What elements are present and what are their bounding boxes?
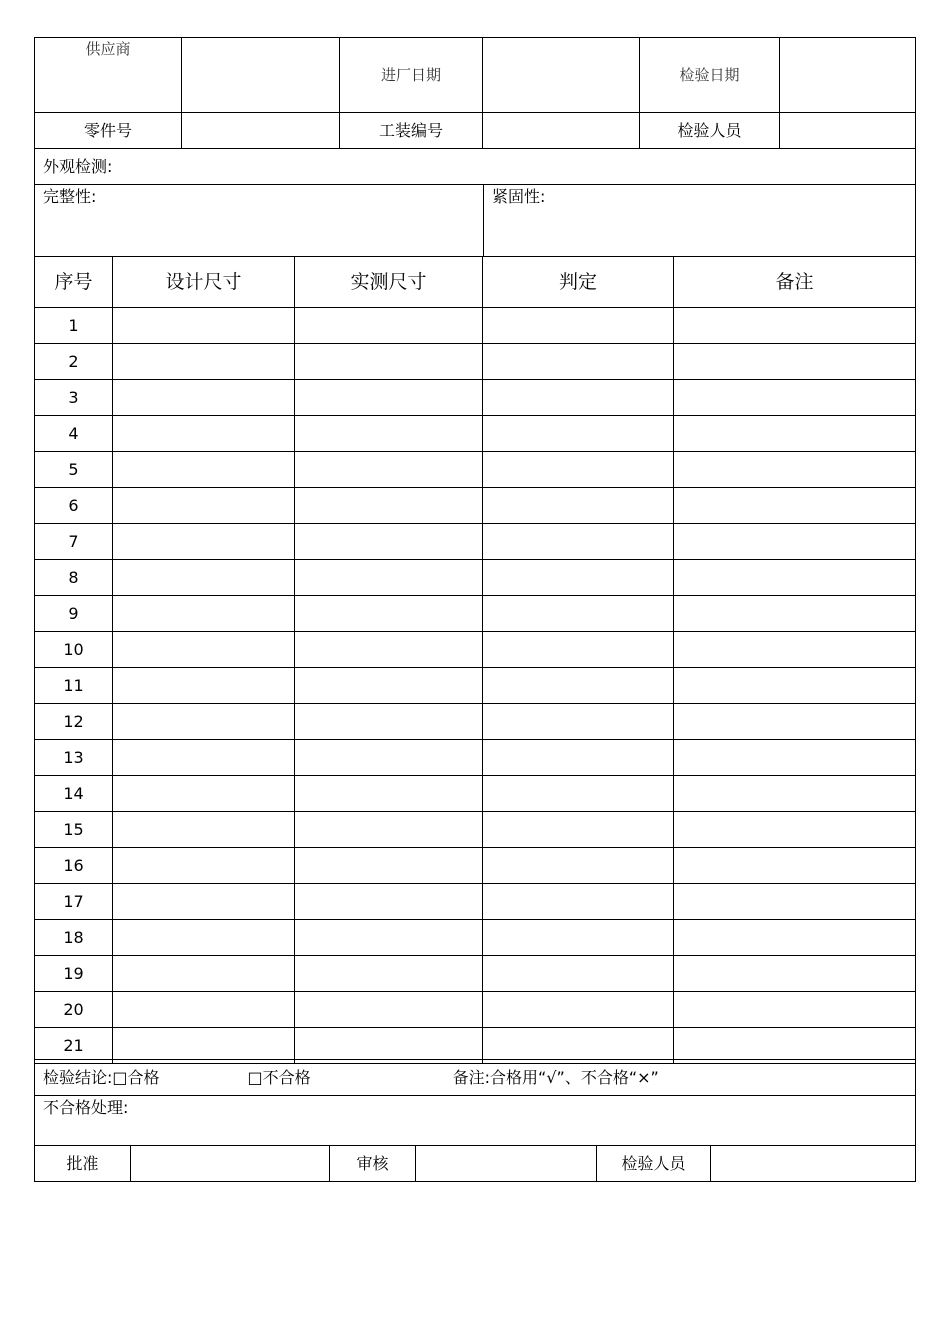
- judgement-cell[interactable]: [483, 488, 674, 524]
- judgement-cell[interactable]: [483, 704, 674, 740]
- remarks-cell[interactable]: [674, 884, 916, 920]
- column-header-judgement: 判定: [483, 257, 674, 308]
- table-row: [35, 560, 916, 596]
- appearance-label: 外观检测:: [35, 149, 916, 185]
- remarks-cell[interactable]: [674, 776, 916, 812]
- design-size-cell[interactable]: [113, 884, 295, 920]
- remarks-cell[interactable]: [674, 380, 916, 416]
- judgement-cell[interactable]: [483, 668, 674, 704]
- measured-size-cell[interactable]: [295, 452, 483, 488]
- remarks-cell[interactable]: [674, 452, 916, 488]
- measured-size-cell[interactable]: [295, 380, 483, 416]
- row-index: 5: [35, 452, 113, 488]
- column-header-index: 序号: [35, 257, 113, 308]
- row-index: 4: [35, 416, 113, 452]
- table-row: [35, 380, 916, 416]
- judgement-cell[interactable]: [483, 920, 674, 956]
- table-row: [35, 920, 916, 956]
- fastness-field[interactable]: 紧固性:: [484, 185, 916, 257]
- judgement-cell[interactable]: [483, 812, 674, 848]
- conclusion-label: 检验结论:: [43, 1067, 113, 1087]
- row-index: 16: [35, 848, 113, 884]
- measured-size-cell[interactable]: [295, 632, 483, 668]
- row-index: 17: [35, 884, 113, 920]
- measured-size-cell[interactable]: [295, 848, 483, 884]
- judgement-cell[interactable]: [483, 632, 674, 668]
- design-size-cell[interactable]: [113, 380, 295, 416]
- design-size-cell[interactable]: [113, 524, 295, 560]
- measurement-table: [34, 256, 916, 1064]
- table-row: [35, 308, 916, 344]
- table-row: [35, 740, 916, 776]
- remarks-cell[interactable]: [674, 524, 916, 560]
- design-size-cell[interactable]: [113, 668, 295, 704]
- remarks-cell[interactable]: [674, 668, 916, 704]
- inspection-date-field[interactable]: [780, 38, 916, 113]
- remarks-cell[interactable]: [674, 488, 916, 524]
- row-index: 1: [35, 308, 113, 344]
- review-label: 审核: [330, 1146, 416, 1182]
- fixture-no-field[interactable]: [483, 113, 640, 149]
- row-index: 11: [35, 668, 113, 704]
- row-index: 18: [35, 920, 113, 956]
- signoff-inspector-field[interactable]: [711, 1146, 916, 1182]
- row-index: 7: [35, 524, 113, 560]
- pass-checkbox[interactable]: □合格: [112, 1067, 160, 1087]
- table-row: [35, 992, 916, 1028]
- judgement-cell[interactable]: [483, 992, 674, 1028]
- measured-size-cell[interactable]: [295, 884, 483, 920]
- measured-size-cell[interactable]: [295, 488, 483, 524]
- measured-size-cell[interactable]: [295, 308, 483, 344]
- nonconforming-field[interactable]: 不合格处理:: [35, 1096, 916, 1146]
- supplier-field[interactable]: [182, 38, 340, 113]
- measured-size-cell[interactable]: [295, 704, 483, 740]
- measured-size-cell[interactable]: [295, 992, 483, 1028]
- judgement-cell[interactable]: [483, 416, 674, 452]
- design-size-cell[interactable]: [113, 704, 295, 740]
- table-row: [35, 668, 916, 704]
- design-size-cell[interactable]: [113, 344, 295, 380]
- judgement-cell[interactable]: [483, 740, 674, 776]
- row-index: 13: [35, 740, 113, 776]
- judgement-cell[interactable]: [483, 596, 674, 632]
- remarks-cell[interactable]: [674, 704, 916, 740]
- measurement-header-row: [35, 257, 916, 308]
- column-header-design-size: 设计尺寸: [113, 257, 295, 308]
- design-size-cell[interactable]: [113, 812, 295, 848]
- table-row: [35, 344, 916, 380]
- table-row: [35, 596, 916, 632]
- review-field[interactable]: [416, 1146, 597, 1182]
- table-row: [35, 452, 916, 488]
- measured-size-cell[interactable]: [295, 524, 483, 560]
- measured-size-cell[interactable]: [295, 344, 483, 380]
- table-row: [35, 776, 916, 812]
- design-size-cell[interactable]: [113, 740, 295, 776]
- design-size-cell[interactable]: [113, 956, 295, 992]
- row-index: 8: [35, 560, 113, 596]
- judgement-cell[interactable]: [483, 344, 674, 380]
- judgement-cell[interactable]: [483, 884, 674, 920]
- measured-size-cell[interactable]: [295, 776, 483, 812]
- design-size-cell[interactable]: [113, 920, 295, 956]
- row-index: 19: [35, 956, 113, 992]
- measured-size-cell[interactable]: [295, 920, 483, 956]
- design-size-cell[interactable]: [113, 308, 295, 344]
- fail-checkbox[interactable]: □不合格: [247, 1067, 311, 1087]
- approve-field[interactable]: [131, 1146, 330, 1182]
- row-index: 6: [35, 488, 113, 524]
- remarks-cell[interactable]: [674, 632, 916, 668]
- remarks-cell[interactable]: [674, 308, 916, 344]
- row-index: 9: [35, 596, 113, 632]
- inspector-label: 检验人员: [640, 113, 780, 149]
- measured-size-cell[interactable]: [295, 668, 483, 704]
- table-row: [35, 812, 916, 848]
- judgement-cell[interactable]: [483, 956, 674, 992]
- column-header-measured-size: 实测尺寸: [295, 257, 483, 308]
- table-row: [35, 704, 916, 740]
- row-index: 20: [35, 992, 113, 1028]
- arrival-date-field[interactable]: [483, 38, 640, 113]
- remarks-cell[interactable]: [674, 344, 916, 380]
- design-size-cell[interactable]: [113, 596, 295, 632]
- design-size-cell[interactable]: [113, 416, 295, 452]
- row-index: 10: [35, 632, 113, 668]
- design-size-cell[interactable]: [113, 992, 295, 1028]
- measured-size-cell[interactable]: [295, 416, 483, 452]
- remarks-cell[interactable]: [674, 812, 916, 848]
- remarks-cell[interactable]: [674, 920, 916, 956]
- conclusion-table: [34, 1059, 916, 1146]
- judgement-cell[interactable]: [483, 560, 674, 596]
- signoff-inspector-label: 检验人员: [597, 1146, 711, 1182]
- judgement-cell[interactable]: [483, 776, 674, 812]
- row-index: 21: [35, 1028, 113, 1064]
- design-size-cell[interactable]: [113, 632, 295, 668]
- judgement-cell[interactable]: [483, 308, 674, 344]
- measured-size-cell[interactable]: [295, 812, 483, 848]
- column-header-remarks: 备注: [674, 257, 916, 308]
- measured-size-cell[interactable]: [295, 596, 483, 632]
- appearance-table: [34, 148, 916, 257]
- table-row: [35, 416, 916, 452]
- signoff-table: [34, 1145, 916, 1182]
- remarks-cell[interactable]: [674, 956, 916, 992]
- approve-label: 批准: [35, 1146, 131, 1182]
- measured-size-cell[interactable]: [295, 560, 483, 596]
- remarks-cell[interactable]: [674, 992, 916, 1028]
- arrival-date-label: 进厂日期: [340, 38, 483, 113]
- inspection-date-label: 检验日期: [640, 38, 780, 113]
- row-index: 12: [35, 704, 113, 740]
- design-size-cell[interactable]: [113, 560, 295, 596]
- measured-size-cell[interactable]: [295, 740, 483, 776]
- judgement-cell[interactable]: [483, 848, 674, 884]
- design-size-cell[interactable]: [113, 488, 295, 524]
- inspector-field[interactable]: [780, 113, 916, 149]
- remarks-cell[interactable]: [674, 416, 916, 452]
- table-row: [35, 488, 916, 524]
- fixture-no-label: 工装编号: [340, 113, 483, 149]
- remarks-cell[interactable]: [674, 560, 916, 596]
- table-row: [35, 956, 916, 992]
- judgement-cell[interactable]: [483, 524, 674, 560]
- table-row: [35, 524, 916, 560]
- remarks-cell[interactable]: [674, 596, 916, 632]
- table-row: [35, 632, 916, 668]
- conclusion-row: [35, 1060, 916, 1096]
- row-index: 15: [35, 812, 113, 848]
- supplier-label: 供应商: [35, 38, 182, 113]
- judgement-cell[interactable]: [483, 452, 674, 488]
- judgement-cell[interactable]: [483, 380, 674, 416]
- measured-size-cell[interactable]: [295, 956, 483, 992]
- table-row: [35, 884, 916, 920]
- remarks-cell[interactable]: [674, 740, 916, 776]
- row-index: 3: [35, 380, 113, 416]
- row-index: 14: [35, 776, 113, 812]
- part-no-field[interactable]: [182, 113, 340, 149]
- part-no-label: 零件号: [35, 113, 182, 149]
- table-row: [35, 848, 916, 884]
- integrity-field[interactable]: 完整性:: [35, 185, 484, 257]
- design-size-cell[interactable]: [113, 848, 295, 884]
- remarks-cell[interactable]: [674, 848, 916, 884]
- header-table: [34, 37, 916, 149]
- row-index: 2: [35, 344, 113, 380]
- design-size-cell[interactable]: [113, 776, 295, 812]
- design-size-cell[interactable]: [113, 452, 295, 488]
- conclusion-note: 备注:合格用“√”、不合格“×”: [452, 1067, 659, 1087]
